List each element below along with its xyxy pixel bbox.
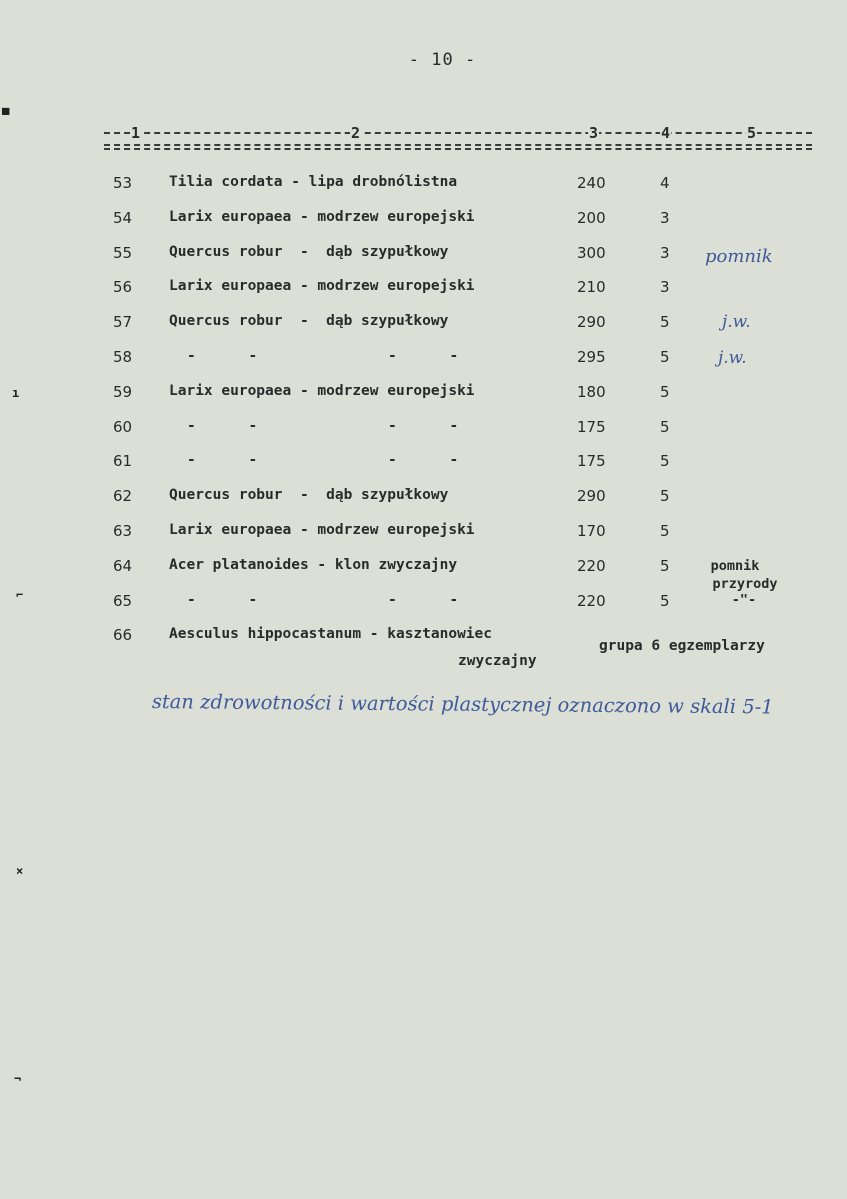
condition-value: 5: [660, 556, 670, 575]
page-number: - 10 -: [408, 50, 477, 70]
age-value: 180: [577, 382, 606, 401]
condition-value: 5: [660, 382, 670, 401]
ditto-mark-common: - -: [388, 348, 481, 364]
remark-przyrody: przyrody: [712, 576, 778, 592]
ditto-mark-common: - -: [388, 452, 481, 469]
condition-value: 5: [660, 452, 670, 471]
condition-value: 5: [660, 348, 670, 366]
row-number: 59: [113, 382, 133, 401]
column-number-4: 4: [661, 124, 671, 142]
header-dash-top: [104, 132, 812, 134]
table-row: [0, 383, 847, 417]
margin-mark: ı: [12, 386, 20, 400]
age-value: 220: [577, 556, 606, 575]
age-value: 290: [577, 313, 606, 332]
column-number-5: 5: [747, 124, 757, 142]
remark-ditto: -"-: [731, 592, 757, 608]
table-row: [0, 313, 847, 347]
row-number: 55: [113, 243, 133, 262]
margin-mark: ⌐: [16, 588, 24, 602]
condition-value: 5: [660, 522, 670, 540]
table-row: [0, 592, 847, 626]
row-number: 61: [113, 452, 133, 471]
row-number: 57: [113, 313, 133, 332]
age-value: 290: [577, 487, 606, 506]
condition-value: 5: [660, 417, 670, 436]
species-name: Quercus robur - dąb szypułkowy: [169, 487, 449, 504]
row-number: 66: [113, 626, 133, 645]
row-number: 63: [113, 522, 133, 540]
remark-pomnik: pomnik: [710, 558, 760, 574]
table-row: [0, 209, 847, 243]
condition-value: 3: [660, 243, 670, 262]
species-name: Larix europaea - modrzew europejski: [169, 278, 475, 295]
row-number: 56: [113, 278, 133, 297]
species-name: Larix europaea - modrzew europejski: [169, 208, 475, 225]
row-number: 64: [113, 556, 133, 575]
row-66-group: [0, 638, 847, 672]
table-row: [0, 452, 847, 486]
species-name: Quercus robur - dąb szypułkowy: [169, 313, 449, 330]
table-row: [0, 418, 847, 452]
row-number: 58: [113, 348, 133, 366]
margin-mark: ¬: [14, 1072, 22, 1086]
species-name: Aesculus hippocastanum - kasztanowiec: [169, 626, 493, 643]
species-name: Tilia cordata - lipa drobnólistna: [169, 174, 458, 190]
table-row: [0, 278, 847, 312]
table-row: [0, 522, 847, 556]
condition-value: 3: [660, 278, 670, 297]
age-value: 175: [577, 417, 606, 436]
row-66-name-line2: zwyczajny: [458, 653, 537, 669]
handwritten-footer-note: stan zdrowotności i wartości plastycznej oznaczono w skali 5-1: [151, 690, 774, 719]
header-dash-bottom: [104, 148, 812, 150]
age-value: 220: [577, 591, 606, 610]
ditto-mark-common: - -: [388, 417, 481, 434]
species-name: Larix europaea - modrzew europejski: [169, 382, 475, 399]
column-number-3: 3: [589, 124, 599, 142]
row-number: 62: [113, 487, 133, 506]
age-value: 200: [577, 208, 606, 227]
row-number: 65: [113, 591, 133, 610]
row-number: 60: [113, 417, 133, 436]
condition-value: 5: [660, 591, 670, 610]
column-number-1: 1: [131, 124, 141, 142]
age-value: 175: [577, 452, 606, 471]
handwritten-note-55: pomnik: [705, 246, 773, 267]
condition-value: 5: [660, 487, 670, 506]
species-name: Acer platanoides - klon zwyczajny: [169, 556, 458, 573]
age-value: 170: [577, 522, 606, 540]
handwritten-note-57: j.w.: [722, 312, 751, 332]
species-name: Quercus robur - dąb szypułkowy: [169, 243, 449, 260]
row-number: 53: [113, 174, 133, 192]
ditto-mark-genus: - -: [187, 348, 280, 364]
condition-value: 4: [660, 174, 670, 192]
ditto-mark-genus: - -: [187, 417, 280, 434]
species-name: Larix europaea - modrzew europejski: [169, 522, 475, 538]
column-number-2: 2: [351, 124, 361, 142]
header-dash-mid: [104, 144, 812, 146]
table-row: [0, 487, 847, 521]
ditto-mark-common: - -: [388, 591, 481, 608]
margin-mark: ×: [16, 864, 24, 878]
table-header-rule: [104, 124, 812, 152]
age-value: 300: [577, 243, 606, 262]
margin-mark: ▀: [2, 108, 10, 122]
row-number: 54: [113, 208, 133, 227]
ditto-mark-genus: - -: [187, 452, 280, 469]
condition-value: 5: [660, 313, 670, 332]
age-value: 210: [577, 278, 606, 297]
condition-value: 3: [660, 208, 670, 227]
ditto-mark-genus: - -: [187, 591, 280, 608]
age-value: 295: [577, 348, 606, 366]
age-value: 240: [577, 174, 606, 192]
table-row: [0, 174, 847, 208]
handwritten-note-58: j.w.: [718, 348, 747, 368]
row-66-group-text: grupa 6 egzemplarzy: [599, 638, 765, 654]
